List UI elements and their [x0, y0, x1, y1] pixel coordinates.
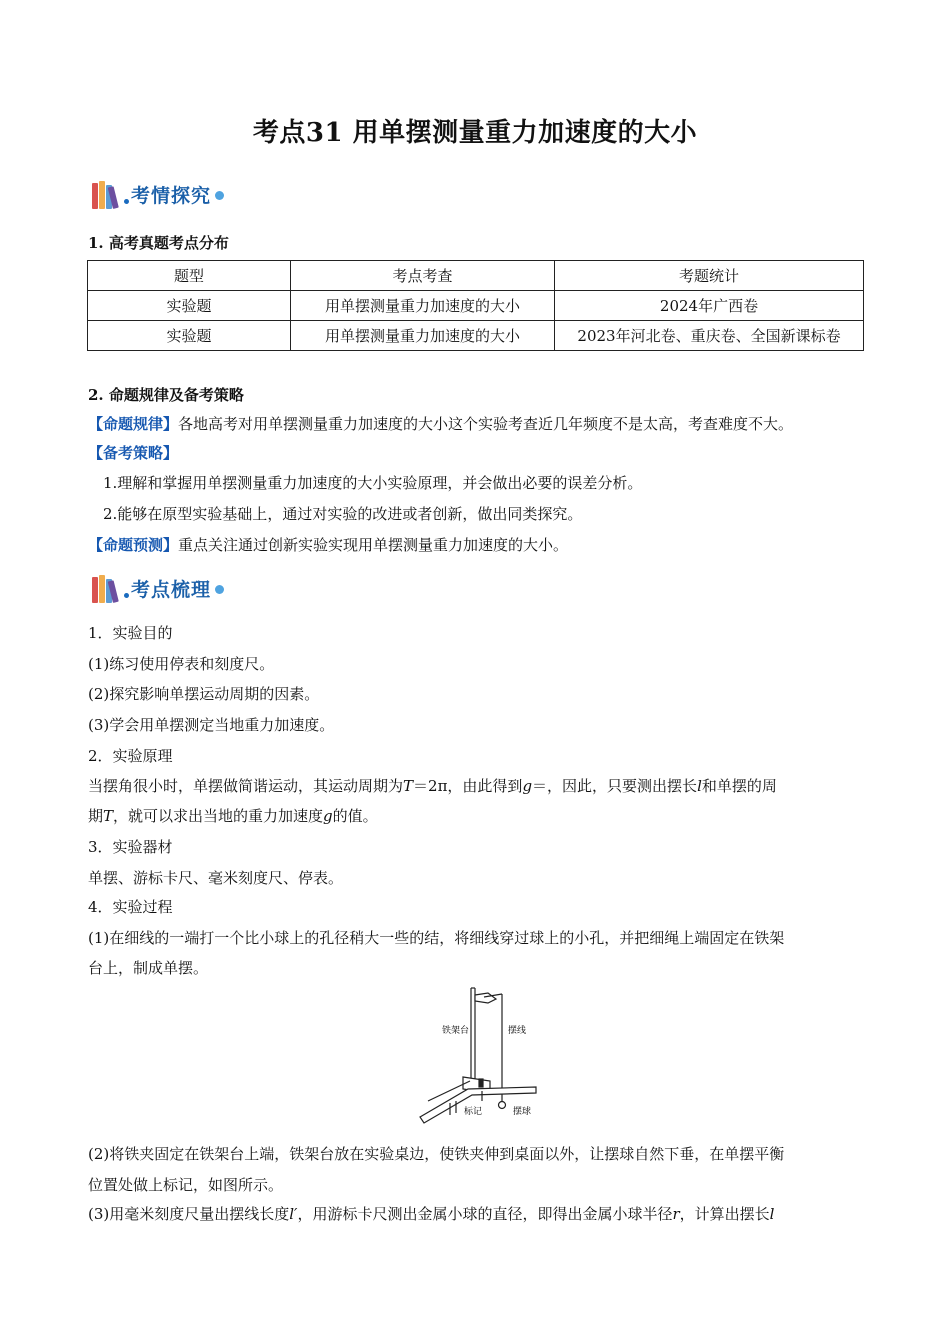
page-title: 考点31 用单摆测量重力加速度的大小 — [252, 118, 698, 148]
section-badge-knowledge — [90, 570, 224, 606]
list-item: (2)探究影响单摆运动周期的因素。 — [88, 685, 320, 703]
math-var: l — [697, 777, 702, 795]
text-run: 的值。 — [332, 807, 378, 825]
text-run: ，就可以求出当地的重力加速度 — [113, 807, 324, 825]
forecast-tag: 【命题预测】 — [88, 536, 179, 554]
list-item: (3)学会用单摆测定当地重力加速度。 — [88, 716, 335, 734]
table-cell: 2024年广西卷 — [555, 291, 864, 321]
decorative-dot-icon — [215, 191, 224, 200]
math-var: l′ — [289, 1205, 298, 1223]
procedure-step-2: (2)将铁夹固定在铁架台上端，铁架台放在实验桌边，使铁夹伸到桌面以外，让摆球自然下垂，在单摆平衡 — [88, 1145, 785, 1163]
math-var: T — [103, 807, 114, 825]
procedure-step-1: (1)在细线的一端打一个比小球上的孔径稍大一些的结，将细线穿过球上的小孔，并把细绳上端固定在铁架 — [88, 929, 785, 947]
bullet-dot-icon — [124, 199, 129, 204]
list-item: 2.能够在原型实验基础上，通过对实验的改进或者创新，做出同类探究。 — [103, 505, 583, 523]
books-icon — [90, 179, 122, 209]
list-item: 1.理解和掌握用单摆测量重力加速度的大小实验原理，并会做出必要的误差分析。 — [103, 474, 643, 492]
label-mark: 标记 — [464, 1107, 483, 1117]
text-run: 当摆角很小时，单摆做简谐运动，其运动周期为 — [88, 777, 404, 795]
label-stand: 铁架台 — [442, 1026, 470, 1036]
badge-label: 考点梳理 — [131, 578, 212, 601]
table-cell: 实验题 — [88, 321, 291, 351]
subsection-title: 3．实验器材 — [88, 838, 173, 856]
text-run: ，用游标卡尺测出金属小球的直径，即得出金属小球半径 — [297, 1205, 673, 1223]
procedure-step-1-cont: 台上，制成单摆。 — [88, 959, 209, 977]
books-icon — [90, 573, 122, 603]
principle-line-2 — [88, 806, 868, 826]
forecast-text: 重点关注通过创新实验实现用单摆测量重力加速度的大小。 — [178, 536, 569, 554]
rule-paragraph — [88, 414, 868, 434]
table-header-row — [88, 261, 864, 291]
forecast-paragraph — [88, 535, 868, 555]
table-cell: 2023年河北卷、重庆卷、全国新课标卷 — [555, 321, 864, 351]
section-heading-strategy: 2. 命题规律及备考策略 — [88, 386, 244, 404]
text-run: 和单摆的周 — [701, 777, 777, 795]
label-ball: 摆球 — [513, 1107, 532, 1117]
table-row — [88, 291, 864, 321]
table-cell: 用单摆测量重力加速度的大小 — [291, 291, 555, 321]
badge-label: 考情探究 — [131, 184, 212, 207]
table-header-cell: 题型 — [88, 261, 291, 291]
list-item: (1)练习使用停表和刻度尺。 — [88, 655, 275, 673]
section-heading-distribution: 1. 高考真题考点分布 — [88, 234, 229, 252]
equipment-text: 单摆、游标卡尺、毫米刻度尺、停表。 — [88, 869, 344, 887]
bullet-dot-icon — [124, 593, 129, 598]
math-var: g — [522, 777, 533, 795]
table-header-cell: 考点考查 — [291, 261, 555, 291]
rule-text: 各地高考对用单摆测量重力加速度的大小这个实验考查近几年频度不是太高，考查难度不大。 — [178, 415, 794, 433]
subsection-title: 1．实验目的 — [88, 624, 173, 642]
section-badge-exam-analysis — [90, 176, 224, 212]
strategy-tag: 【备考策略】 — [88, 444, 179, 462]
math-var: g — [323, 807, 333, 825]
math-var: l — [769, 1205, 775, 1223]
procedure-step-3 — [88, 1204, 868, 1224]
table-cell: 用单摆测量重力加速度的大小 — [291, 321, 555, 351]
text-run: (3)用毫米刻度尺量出摆线长度 — [88, 1205, 290, 1223]
subsection-title: 4．实验过程 — [88, 898, 173, 916]
rule-tag: 【命题规律】 — [88, 415, 179, 433]
table-cell: 实验题 — [88, 291, 291, 321]
text-run: ＝2π，由此得到 — [413, 777, 523, 795]
strategy-heading — [88, 443, 868, 463]
table-row — [88, 321, 864, 351]
pendulum-apparatus-figure — [418, 985, 538, 1125]
table-header-cell: 考题统计 — [555, 261, 864, 291]
procedure-step-2-cont: 位置处做上标记，如图所示。 — [88, 1176, 284, 1194]
principle-line-1 — [88, 776, 868, 796]
label-string: 摆线 — [508, 1026, 527, 1036]
math-var: T — [403, 777, 414, 795]
subsection-title: 2．实验原理 — [88, 747, 173, 765]
text-run: 期 — [88, 807, 104, 825]
text-run: ，计算出摆长 — [679, 1205, 770, 1223]
text-run: ＝，因此，只要测出摆长 — [532, 777, 698, 795]
exam-stats-table — [87, 260, 864, 351]
decorative-dot-icon — [215, 585, 224, 594]
math-var: r — [672, 1205, 680, 1223]
